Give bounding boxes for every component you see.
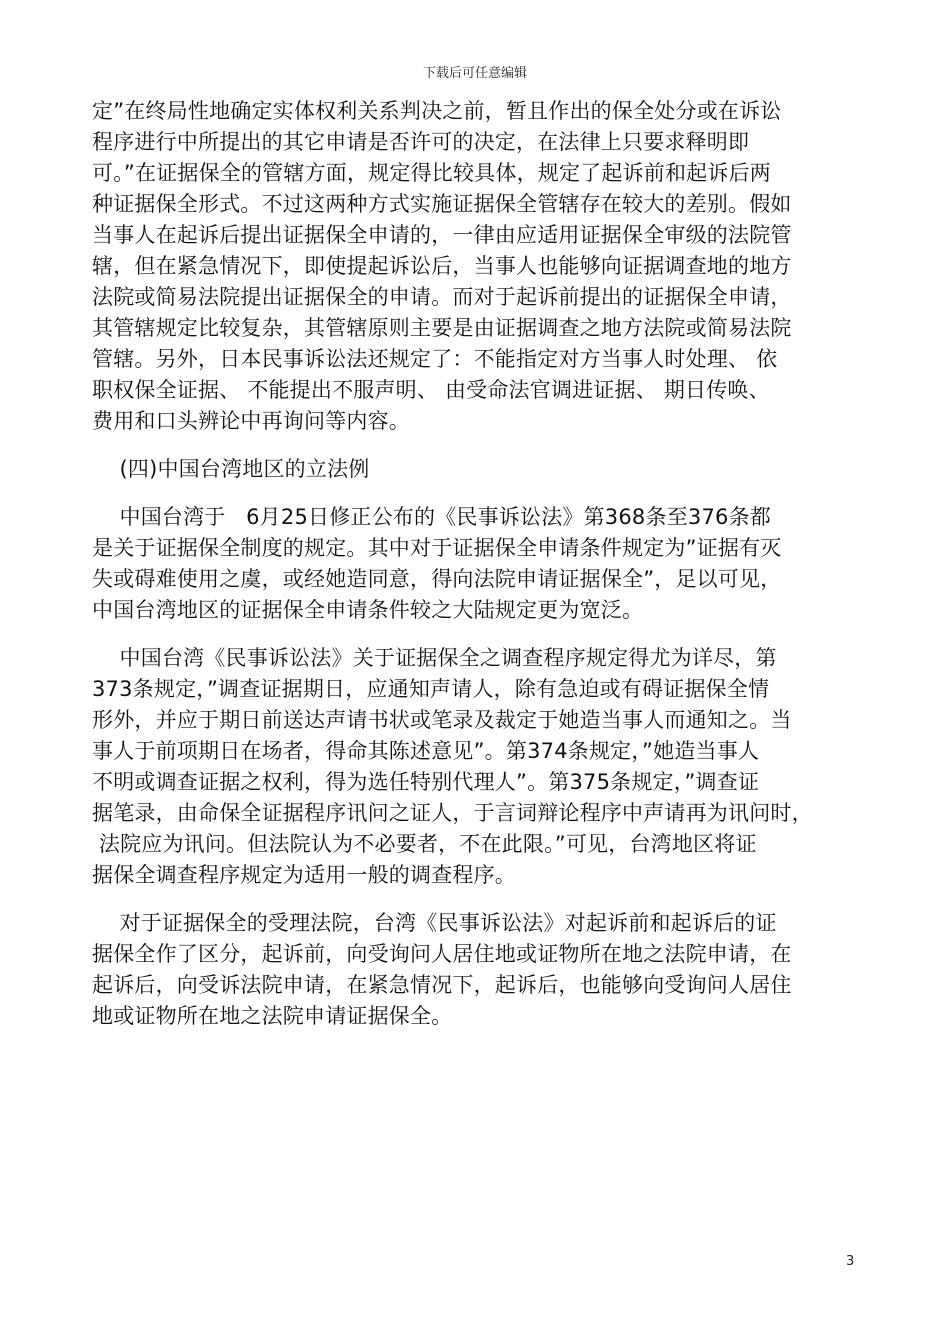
paragraph-gap bbox=[92, 891, 862, 908]
text-line: 可。”在证据保全的管辖方面，规定得比较具体，规定了起诉前和起诉后两 bbox=[92, 161, 771, 185]
paragraph-gap bbox=[92, 626, 862, 643]
text-line: 据笔录，由命保全证据程序讯问之证人，于言词辩论程序中声请再为讯问时， bbox=[92, 801, 813, 825]
text-line: 对于证据保全的受理法院，台湾《民事诉讼法》对起诉前和起诉后的证 bbox=[92, 911, 777, 935]
page-header: 下载后可任意编辑 bbox=[422, 66, 527, 81]
text-line: 其管辖规定比较复杂，其管辖原则主要是由证据调查之地方法院或简易法院 bbox=[92, 316, 792, 340]
page-number: 3 bbox=[846, 1254, 855, 1269]
text-line: 中国台湾于 6月25日修正公布的《民事诉讼法》第368条至376条都 bbox=[92, 505, 771, 529]
text-line: 当事人在起诉后提出证据保全申请的，一律由应适用证据保全审级的法院管 bbox=[92, 223, 792, 247]
text-line: 职权保全证据、 不能提出不服声明、 由受命法官调进证据、 期日传唤、 bbox=[92, 378, 770, 402]
section-heading-taiwan bbox=[92, 454, 862, 485]
paragraph-gap bbox=[92, 437, 862, 454]
section-heading: (四)中国台湾地区的立法例 bbox=[92, 457, 370, 481]
text-line: 据保全调查程序规定为适用一般的调查程序。 bbox=[92, 863, 516, 887]
paragraph-taiwan-conditions bbox=[92, 502, 862, 626]
text-line: 起诉后，向受诉法院申请，在紧急情况下，起诉后，也能够向受询问人居住 bbox=[92, 973, 792, 997]
text-line: 中国台湾《民事诉讼法》关于证据保全之调查程序规定得尤为详尽，第 bbox=[92, 646, 777, 670]
text-line: 地或证物所在地之法院申请证据保全。 bbox=[92, 1004, 453, 1028]
text-line: 辖，但在紧急情况下，即使提起诉讼后，当事人也能够向证据调查地的地方 bbox=[92, 254, 792, 278]
text-line: 事人于前项期日在场者，得命其陈述意见”。第374条规定，”她造当事人 bbox=[92, 739, 760, 763]
text-line: 形外，并应于期日前送达声请书状或笔录及裁定于她造当事人而通知之。当 bbox=[92, 708, 792, 732]
text-line: 中国台湾地区的证据保全申请条件较之大陆规定更为宽泛。 bbox=[92, 598, 644, 622]
text-line: 法院应为讯问。但法院认为不必要者，不在此限。”可见，台湾地区将证 bbox=[92, 832, 757, 856]
text-line: 不明或调查证据之权利，得为选任特别代理人”。第375条规定，”调查证 bbox=[92, 770, 760, 794]
text-line: 是关于证据保全制度的规定。其中对于证据保全申请条件规定为”证据有灭 bbox=[92, 536, 782, 560]
paragraph-taiwan-procedure bbox=[92, 643, 862, 891]
text-line: 失或碍难使用之虞，或经她造同意，得向法院申请证据保全”，足以可见， bbox=[92, 567, 782, 591]
text-line: 管辖。另外，日本民事诉讼法还规定了：不能指定对方当事人时处理、 依 bbox=[92, 347, 778, 371]
text-line: 373条规定，”调查证据期日，应通知声请人，除有急迫或有碍证据保全情 bbox=[92, 677, 770, 701]
paragraph-japan-continued bbox=[92, 96, 862, 437]
text-line: 据保全作了区分，起诉前，向受询问人居住地或证物所在地之法院申请，在 bbox=[92, 942, 792, 966]
paragraph-gap bbox=[92, 485, 862, 502]
text-line: 种证据保全形式。不过这两种方式实施证据保全管辖存在较大的差别。假如 bbox=[92, 192, 792, 216]
text-line: 程序进行中所提出的其它申请是否许可的决定，在法律上只要求释明即 bbox=[92, 130, 750, 154]
text-line: 费用和口头辨论中再询问等内容。 bbox=[92, 409, 410, 433]
text-line: 法院或简易法院提出证据保全的申请。而对于起诉前提出的证据保全申请， bbox=[92, 285, 792, 309]
text-line: 定”在终局性地确定实体权利关系判决之前，暂且作出的保全处分或在诉讼 bbox=[92, 99, 782, 123]
document-body bbox=[92, 96, 862, 1032]
paragraph-taiwan-court bbox=[92, 908, 862, 1032]
